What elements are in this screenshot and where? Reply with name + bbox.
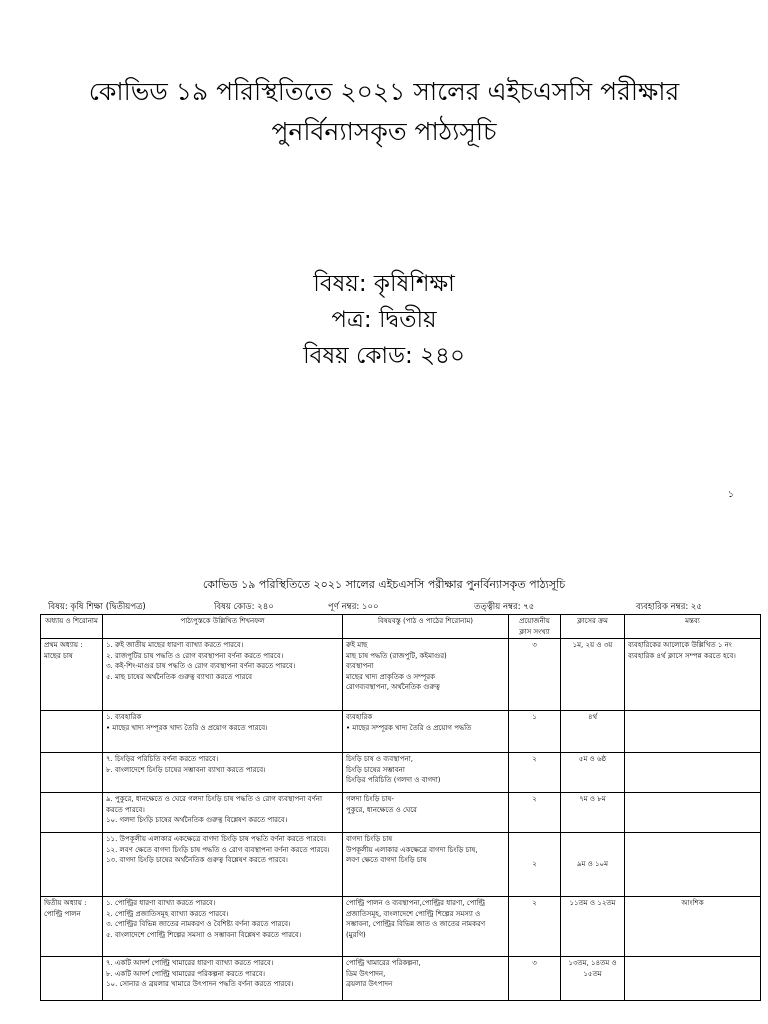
content-line: উপকূলীয় এলাকার একক্ষেত্রে বাগদা চিংড়ি চাষ, bbox=[346, 845, 478, 854]
table-row bbox=[41, 833, 761, 897]
content-bullet: • মাছের সম্পূরক খাদ্য তৈরি ও প্রয়োগ পদ্ধতি bbox=[346, 723, 505, 734]
content-cell bbox=[343, 897, 509, 957]
outcome-line: ৩. পোল্ট্রির বিভিন্ন জাতের নামকরণ ও বৈশিষ্ট্য বর্ণনা করতে পারবে। bbox=[106, 920, 291, 928]
info-practical-marks: ব্যবহারিক নম্বর: ২৫ bbox=[636, 602, 702, 612]
table-row bbox=[41, 639, 761, 711]
table-row bbox=[41, 711, 761, 753]
chapter-cell bbox=[41, 753, 103, 793]
header-outcomes: পাঠ্যপুস্তকে উল্লিখিত শিখনফল bbox=[103, 615, 343, 639]
content-cell bbox=[343, 639, 509, 711]
table-row bbox=[41, 793, 761, 833]
outcome-line: ৫. মাছ চাষের অর্থনৈতিক গুরুত্ব ব্যাখ্যা করতে পারবে bbox=[106, 672, 253, 681]
header-chapter: অধ্যায় ও শিরোনাম bbox=[41, 615, 103, 639]
chapter-cell: প্রথম অধ্যায় : মাছের চাষ bbox=[41, 639, 103, 711]
remarks-cell: আংশিক bbox=[625, 897, 761, 957]
classes-cell: ২ bbox=[509, 793, 561, 833]
content-cell bbox=[343, 753, 509, 793]
chapter-cell: দ্বিতীয় অধ্যায় : পোল্ট্রি পালন bbox=[41, 897, 103, 957]
chapter-cell bbox=[41, 957, 103, 1001]
content-line: লবণ ক্ষেতে বাগদা চিংড়ি চাষ bbox=[346, 856, 427, 864]
content-cell bbox=[343, 957, 509, 1001]
cover-title-line2: পুনর্বিন্যাসকৃত পাঠ্যসূচি bbox=[271, 117, 497, 146]
content-line: গলদা চিংড়ি চাষ- bbox=[346, 795, 394, 803]
remarks-cell: ব্যবহারিকের আলোকে উল্লিখিত ১ নং ব্যবহারিক ৪র্থ ক্লাসে সম্পন্ন করতে হবে। bbox=[625, 639, 761, 711]
table-header-row bbox=[41, 615, 761, 639]
cover-title-line1: কোভিড ১৯ পরিস্থিতিতে ২০২১ সালের এইচএসসি পরীক্ষার bbox=[88, 77, 680, 106]
outcome-line: ১২. লবণ ক্ষেতে বাগদা চিংড়ি চাষ পদ্ধতি ও রোগ ব্যবস্থাপনা বর্ণনা করতে পারবে। bbox=[106, 845, 330, 854]
outcome-line: ৭. চিংড়ির পরিচিতি বর্ণনা করতে পারবে। bbox=[106, 755, 219, 763]
content-line: মাছ চাষ পদ্ধতি (রাজপুটি, কইমাগুর) bbox=[346, 651, 447, 660]
cover-paper: পত্র: দ্বিতীয় bbox=[331, 307, 437, 333]
page-number: ১ bbox=[728, 490, 734, 500]
content-cell bbox=[343, 793, 509, 833]
classes-cell: ২ bbox=[509, 833, 561, 897]
classes-cell: ২ bbox=[509, 753, 561, 793]
outcome-line: ১১. উপকূলীয় এলাকার একক্ষেত্রে বাগদা চিংড়ি চাষ পদ্ধতি বর্ণনা করতে পারবে। bbox=[106, 835, 326, 843]
outcomes-cell bbox=[103, 793, 343, 833]
cover-code: বিষয় কোড: ২৪০ bbox=[303, 343, 465, 369]
outcome-line: ১০. গলদা চিংড়ি চাষের অর্থনৈতিক গুরুত্ব বিশ্লেষণ করতে পারবে। bbox=[106, 816, 288, 824]
classes-cell: ৩ bbox=[509, 639, 561, 711]
outcome-line: ৯. পুকুরে, ধানক্ষেতে ও ঘেরে গলদা চিংড়ি চাষ পদ্ধতি ও রোগ ব্যবস্থাপনা বর্ণনা করতে পারবে। bbox=[106, 795, 323, 814]
table-row bbox=[41, 753, 761, 793]
cover-title bbox=[0, 72, 768, 152]
outcomes-cell bbox=[103, 753, 343, 793]
outcomes-cell bbox=[103, 833, 343, 897]
header-remarks: মন্তব্য bbox=[625, 615, 761, 639]
order-cell: ৯ম ও ১০ম bbox=[561, 833, 625, 897]
content-line: ব্রয়লার উৎপাদন bbox=[346, 980, 393, 988]
outcome-line: ৫. বাংলাদেশে পোল্ট্রি শিল্পের সমস্যা ও সম্ভাবনা বিশ্লেষণ করতে পারবে। bbox=[106, 930, 302, 939]
chapter-cell bbox=[41, 711, 103, 753]
classes-cell: ৩ bbox=[509, 957, 561, 1001]
content-line: চিংড়ির পরিচিতি (গলদা ও বাগদা) bbox=[346, 776, 441, 784]
remarks-cell bbox=[625, 833, 761, 897]
content-line: ডিম উৎপাদন, bbox=[346, 969, 386, 978]
outcome-line: ৩. কই-শিং-মাগুর চাষ পদ্ধতি ও রোগ ব্যবস্থাপনা বর্ণনা করতে পারবে। bbox=[106, 662, 296, 670]
info-code: বিষয় কোড: ২৪০ bbox=[214, 602, 274, 612]
order-cell: ৪র্থ bbox=[561, 711, 625, 753]
order-cell: ১ম, ২য় ও ৩য় bbox=[561, 639, 625, 711]
remarks-cell bbox=[625, 957, 761, 1001]
content-line: রোগব্যবস্থাপনা, অর্থনৈতিক গুরুত্ব bbox=[346, 683, 440, 691]
remarks-cell bbox=[625, 711, 761, 753]
content-line: ব্যবহারিক bbox=[346, 713, 373, 721]
outcomes-cell bbox=[103, 639, 343, 711]
outcomes-cell bbox=[103, 897, 343, 957]
info-full-marks: পূর্ণ নম্বর: ১০০ bbox=[328, 602, 379, 612]
outcome-line: ১৩. বাগদা চিংড়ি চাষের অর্থনৈতিক গুরুত্ব বিশ্লেষণ করতে পারবে। bbox=[106, 856, 288, 864]
sheet-title: কোভিড ১৯ পরিস্থিতিতে ২০২১ সালের এইচএসসি পরীক্ষার পুনর্বিন্যাসকৃত পাঠ্যসূচি bbox=[202, 578, 566, 591]
cover-subject: বিষয়: কৃষিশিক্ষা bbox=[313, 271, 455, 297]
content-line: চিংড়ি চাষ ও ব্যবস্থাপনা, bbox=[346, 755, 413, 763]
info-theory-marks: তত্ত্বীয় নম্বর: ৭৫ bbox=[474, 602, 535, 612]
remarks-cell bbox=[625, 753, 761, 793]
outcome-line: ২. পোল্ট্রি প্রজাতিসমূহ ব্যাখ্যা করতে পারবে। bbox=[106, 909, 229, 918]
order-cell: ১১তম ও ১২তম bbox=[561, 897, 625, 957]
header-order: ক্লাসের ক্রম bbox=[561, 615, 625, 639]
outcome-bullet: • মাছের খাদ্য সম্পূরক খাদ্য তৈরি ও প্রয়োগ করতে পারবে। bbox=[106, 723, 339, 734]
outcome-line: ১০. সোনার ও ব্রয়লার খামারে উৎপাদন পদ্ধতি বর্ণনা করতে পারবে। bbox=[106, 980, 294, 988]
outcome-line: ৮. বাংলাদেশে চিংড়ি চাষের সম্ভাবনা ব্যাখ্যা করতে পারবে। bbox=[106, 765, 266, 774]
content-line: ব্যবস্থাপনা bbox=[346, 662, 374, 670]
content-line: পুকুরে, ধানক্ষেতে ও ঘেরে bbox=[346, 805, 417, 814]
content-line: পোল্ট্রি পালন ও ব্যবস্থাপনা,পোল্ট্রির ধারণা, পোল্ট্রি প্রজাতিসমূহ, বাংলাদেশে পোল্ট্রি শিল্পের সমস্যা ও সম্ভাবনা, পোল্ট্রির বিভিন্ন জাত ও জাতের নামকরণ (মুরগি) bbox=[346, 899, 486, 939]
content-line: মাছের খাদ্য প্রাকৃতিক ও সম্পূরক bbox=[346, 672, 435, 681]
outcomes-cell bbox=[103, 711, 343, 753]
subject-block bbox=[0, 266, 768, 374]
outcome-line: ২. রাজপুটির চাষ পদ্ধতি ও রোগ ব্যবস্থাপনা বর্ণনা করতে পারবে। bbox=[106, 651, 284, 660]
outcome-line: ১. পোল্ট্রির ধারণা ব্যাখ্যা করতে পারবে। bbox=[106, 899, 216, 907]
order-cell: ৭ম ও ৮ম bbox=[561, 793, 625, 833]
chapter-cell bbox=[41, 833, 103, 897]
classes-cell: ২ bbox=[509, 897, 561, 957]
header-classes: প্রয়োজনীয় ক্লাস সংখ্যা bbox=[509, 615, 561, 639]
header-content: বিষয়বস্তু (পাঠ ও পাঠের শিরোনাম) bbox=[343, 615, 509, 639]
outcome-line: ৭. একটি আদর্শ পোল্ট্রি খামারের ধারণা ব্যাখ্যা করতে পারবে। bbox=[106, 959, 274, 967]
order-cell: ৫ম ও ৬ষ্ঠ bbox=[561, 753, 625, 793]
outcome-line: ১. রুই জাতীয় মাছের ধারণা ব্যাখ্যা করতে পারবে। bbox=[106, 641, 244, 649]
classes-cell: ১ bbox=[509, 711, 561, 753]
content-line: বাগদা চিংড়ি চাষ bbox=[346, 835, 393, 843]
outcomes-cell bbox=[103, 957, 343, 1001]
remarks-cell bbox=[625, 793, 761, 833]
chapter-cell bbox=[41, 793, 103, 833]
outcome-line: ১. ব্যবহারিক bbox=[106, 713, 142, 721]
content-line: রুই মাছ bbox=[346, 641, 368, 649]
order-cell: ১৩তম, ১৪তম ও ১৫তম bbox=[561, 957, 625, 1001]
content-cell bbox=[343, 833, 509, 897]
content-line: চিংড়ি চাষের সম্ভাবনা bbox=[346, 765, 405, 774]
outcome-line: ৮. একটি আদর্শ পোল্ট্রি খামারের পরিকল্পনা করতে পারবে। bbox=[106, 969, 266, 978]
content-cell bbox=[343, 711, 509, 753]
info-row bbox=[48, 600, 760, 614]
table-row bbox=[41, 897, 761, 957]
info-subject: বিষয়: কৃষি শিক্ষা (দ্বিতীয়পত্র) bbox=[48, 602, 146, 612]
syllabus-table bbox=[40, 614, 761, 1001]
table-row bbox=[41, 957, 761, 1001]
content-line: পোল্ট্রি খামারের পরিকল্পনা, bbox=[346, 959, 421, 967]
